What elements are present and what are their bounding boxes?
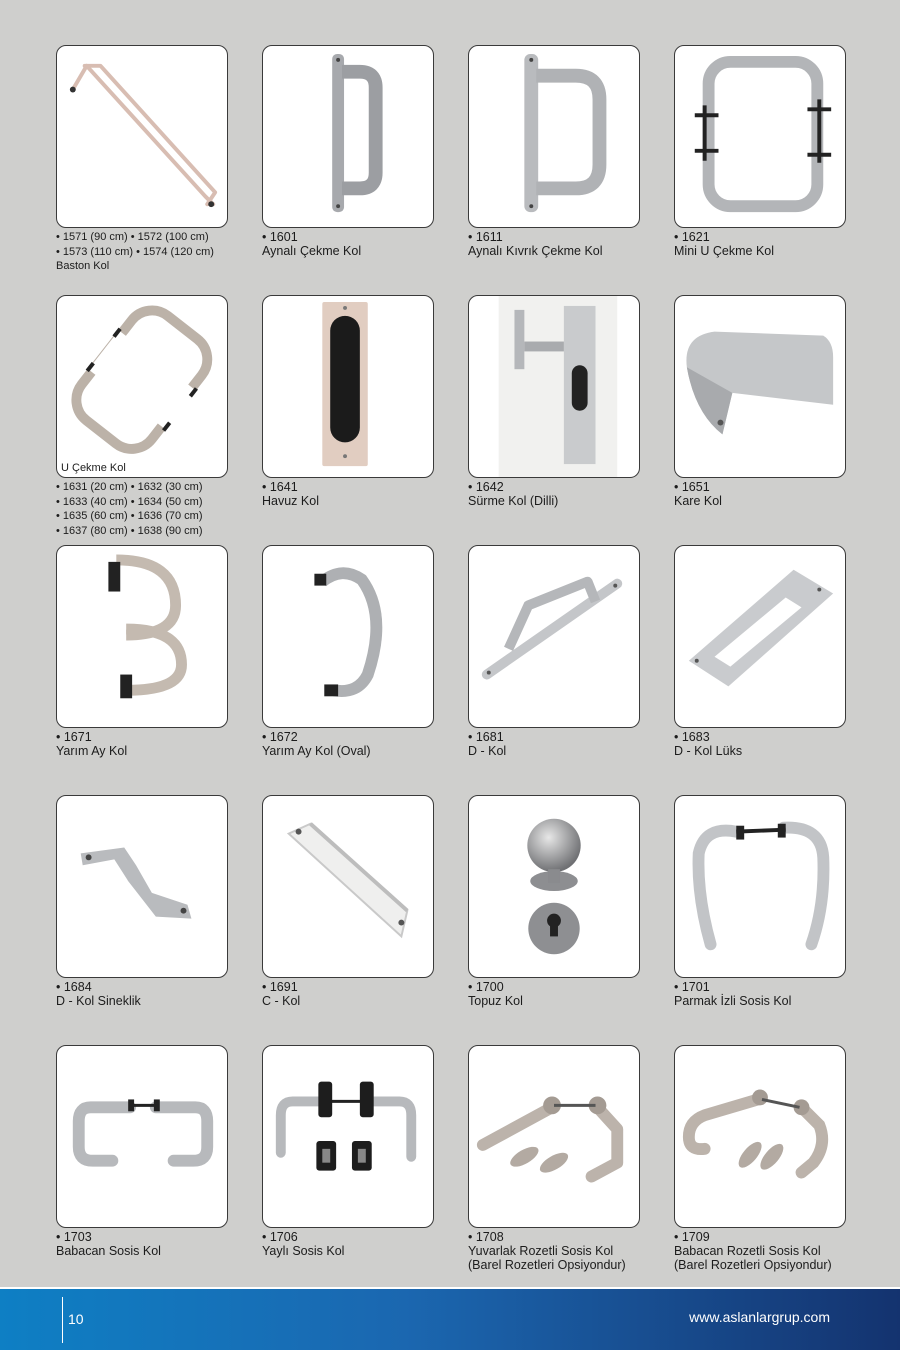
card-label: U Çekme Kol — [61, 462, 126, 474]
c-handle-icon — [263, 796, 433, 977]
product-name: D - Kol Sineklik — [56, 994, 141, 1008]
product-code: • 1651 — [674, 480, 710, 494]
product-name: Yarım Ay Kol (Oval) — [262, 744, 371, 758]
website-link[interactable]: www.aslanlargrup.com — [689, 1309, 830, 1325]
mini-u-pull-handle-icon — [675, 46, 845, 227]
product-image-card — [674, 45, 846, 228]
product-item — [262, 545, 434, 795]
product-code: • 1691 — [262, 980, 298, 994]
product-name: D - Kol — [468, 744, 507, 758]
product-image-card — [262, 1045, 434, 1228]
mirror-pull-handle-icon — [263, 46, 433, 227]
product-name: Topuz Kol — [468, 994, 523, 1008]
product-item — [56, 45, 228, 295]
product-item — [56, 295, 228, 545]
product-name: Babacan Sosis Kol — [56, 1244, 161, 1258]
product-code: • 1611 — [468, 230, 503, 244]
product-image-card — [468, 295, 640, 478]
product-note: (Barel Rozetleri Opsiyondur) — [674, 1258, 832, 1272]
sliding-handle-icon — [469, 296, 639, 477]
product-code: • 1708 — [468, 1230, 504, 1244]
product-item — [262, 295, 434, 545]
product-item — [468, 795, 640, 1045]
product-item — [674, 795, 846, 1045]
product-item — [56, 545, 228, 795]
product-name: Kare Kol — [674, 494, 722, 508]
product-code: • 1631 (20 cm) • 1632 (30 cm) — [56, 481, 203, 493]
product-code: • 1681 — [468, 730, 504, 744]
half-moon-handle-icon — [57, 546, 227, 727]
product-image-card — [674, 795, 846, 978]
product-item — [468, 545, 640, 795]
d-handle-icon — [469, 546, 639, 727]
product-code: • 1642 — [468, 480, 504, 494]
product-code: • 1684 — [56, 980, 92, 994]
product-name: Aynalı Kıvrık Çekme Kol — [468, 244, 603, 258]
page-number: 10 — [68, 1311, 84, 1327]
babacan-lever-icon — [57, 1046, 227, 1227]
product-item — [674, 545, 846, 795]
footer-divider — [62, 1297, 63, 1343]
product-image-card — [56, 295, 228, 478]
product-code: • 1701 — [674, 980, 710, 994]
product-image-card — [262, 45, 434, 228]
product-code: • 1637 (80 cm) • 1638 (90 cm) — [56, 524, 203, 537]
product-name: Babacan Rozetli Sosis Kol — [674, 1244, 821, 1258]
product-code: • 1621 — [674, 230, 710, 244]
product-item — [56, 1045, 228, 1295]
product-code: • 1700 — [468, 980, 504, 994]
oval-half-moon-handle-icon — [263, 546, 433, 727]
product-name: Yarım Ay Kol — [56, 744, 128, 758]
product-item — [468, 45, 640, 295]
product-name: Baston Kol — [56, 260, 110, 272]
product-image-card — [674, 545, 846, 728]
product-code: • 1709 — [674, 1230, 710, 1244]
product-image-card — [262, 795, 434, 978]
product-item — [262, 795, 434, 1045]
knob-handle-icon — [469, 796, 639, 977]
product-code: • 1672 — [262, 730, 298, 744]
square-handle-icon — [675, 296, 845, 477]
product-grid — [56, 45, 846, 1295]
u-pull-handle-icon — [57, 296, 227, 477]
product-code: • 1703 — [56, 1230, 92, 1244]
d-handle-lux-icon — [675, 546, 845, 727]
product-image-card — [262, 295, 434, 478]
product-image-card — [56, 45, 228, 228]
product-code: • 1571 (90 cm) • 1572 (100 cm) — [56, 231, 209, 243]
product-image-card — [674, 295, 846, 478]
curved-mirror-pull-handle-icon — [469, 46, 639, 227]
product-item — [262, 45, 434, 295]
product-name: Havuz Kol — [262, 494, 319, 508]
spring-lever-icon — [263, 1046, 433, 1227]
product-image-card — [56, 545, 228, 728]
product-name: Parmak İzli Sosis Kol — [674, 994, 792, 1008]
page-footer — [0, 1287, 900, 1350]
product-name: Sürme Kol (Dilli) — [468, 494, 559, 508]
product-code: • 1671 — [56, 730, 92, 744]
product-code: • 1641 — [262, 480, 298, 494]
product-note: (Barel Rozetleri Opsiyondur) — [468, 1258, 626, 1272]
pool-handle-icon — [263, 296, 433, 477]
product-item — [262, 1045, 434, 1295]
product-image-card — [56, 1045, 228, 1228]
product-image-card — [468, 545, 640, 728]
product-code: • 1706 — [262, 1230, 298, 1244]
product-item — [674, 1045, 846, 1295]
product-image-card — [468, 1045, 640, 1228]
product-code: • 1635 (60 cm) • 1636 (70 cm) — [56, 510, 203, 522]
product-code: • 1683 — [674, 730, 710, 744]
product-code: • 1633 (40 cm) • 1634 (50 cm) — [56, 495, 203, 508]
product-name: C - Kol — [262, 994, 301, 1008]
product-item — [674, 295, 846, 545]
product-image-card — [674, 1045, 846, 1228]
product-item — [674, 45, 846, 295]
product-item — [468, 1045, 640, 1295]
product-image-card — [56, 795, 228, 978]
round-rosette-lever-icon — [469, 1046, 639, 1227]
product-name: Yuvarlak Rozetli Sosis Kol — [468, 1244, 614, 1258]
product-image-card — [262, 545, 434, 728]
product-name: Yaylı Sosis Kol — [262, 1244, 345, 1258]
finger-grip-lever-icon — [675, 796, 845, 977]
cane-handle-icon — [57, 46, 227, 227]
product-image-card — [468, 45, 640, 228]
product-name: Aynalı Çekme Kol — [262, 244, 362, 258]
product-name: Mini U Çekme Kol — [674, 244, 775, 258]
d-handle-screen-icon — [57, 796, 227, 977]
product-code: • 1601 — [262, 230, 298, 244]
product-item — [56, 795, 228, 1045]
product-code: • 1573 (110 cm) • 1574 (120 cm) — [56, 245, 214, 258]
babacan-rosette-lever-icon — [675, 1046, 845, 1227]
product-image-card — [468, 795, 640, 978]
product-name: D - Kol Lüks — [674, 744, 743, 758]
product-item — [468, 295, 640, 545]
